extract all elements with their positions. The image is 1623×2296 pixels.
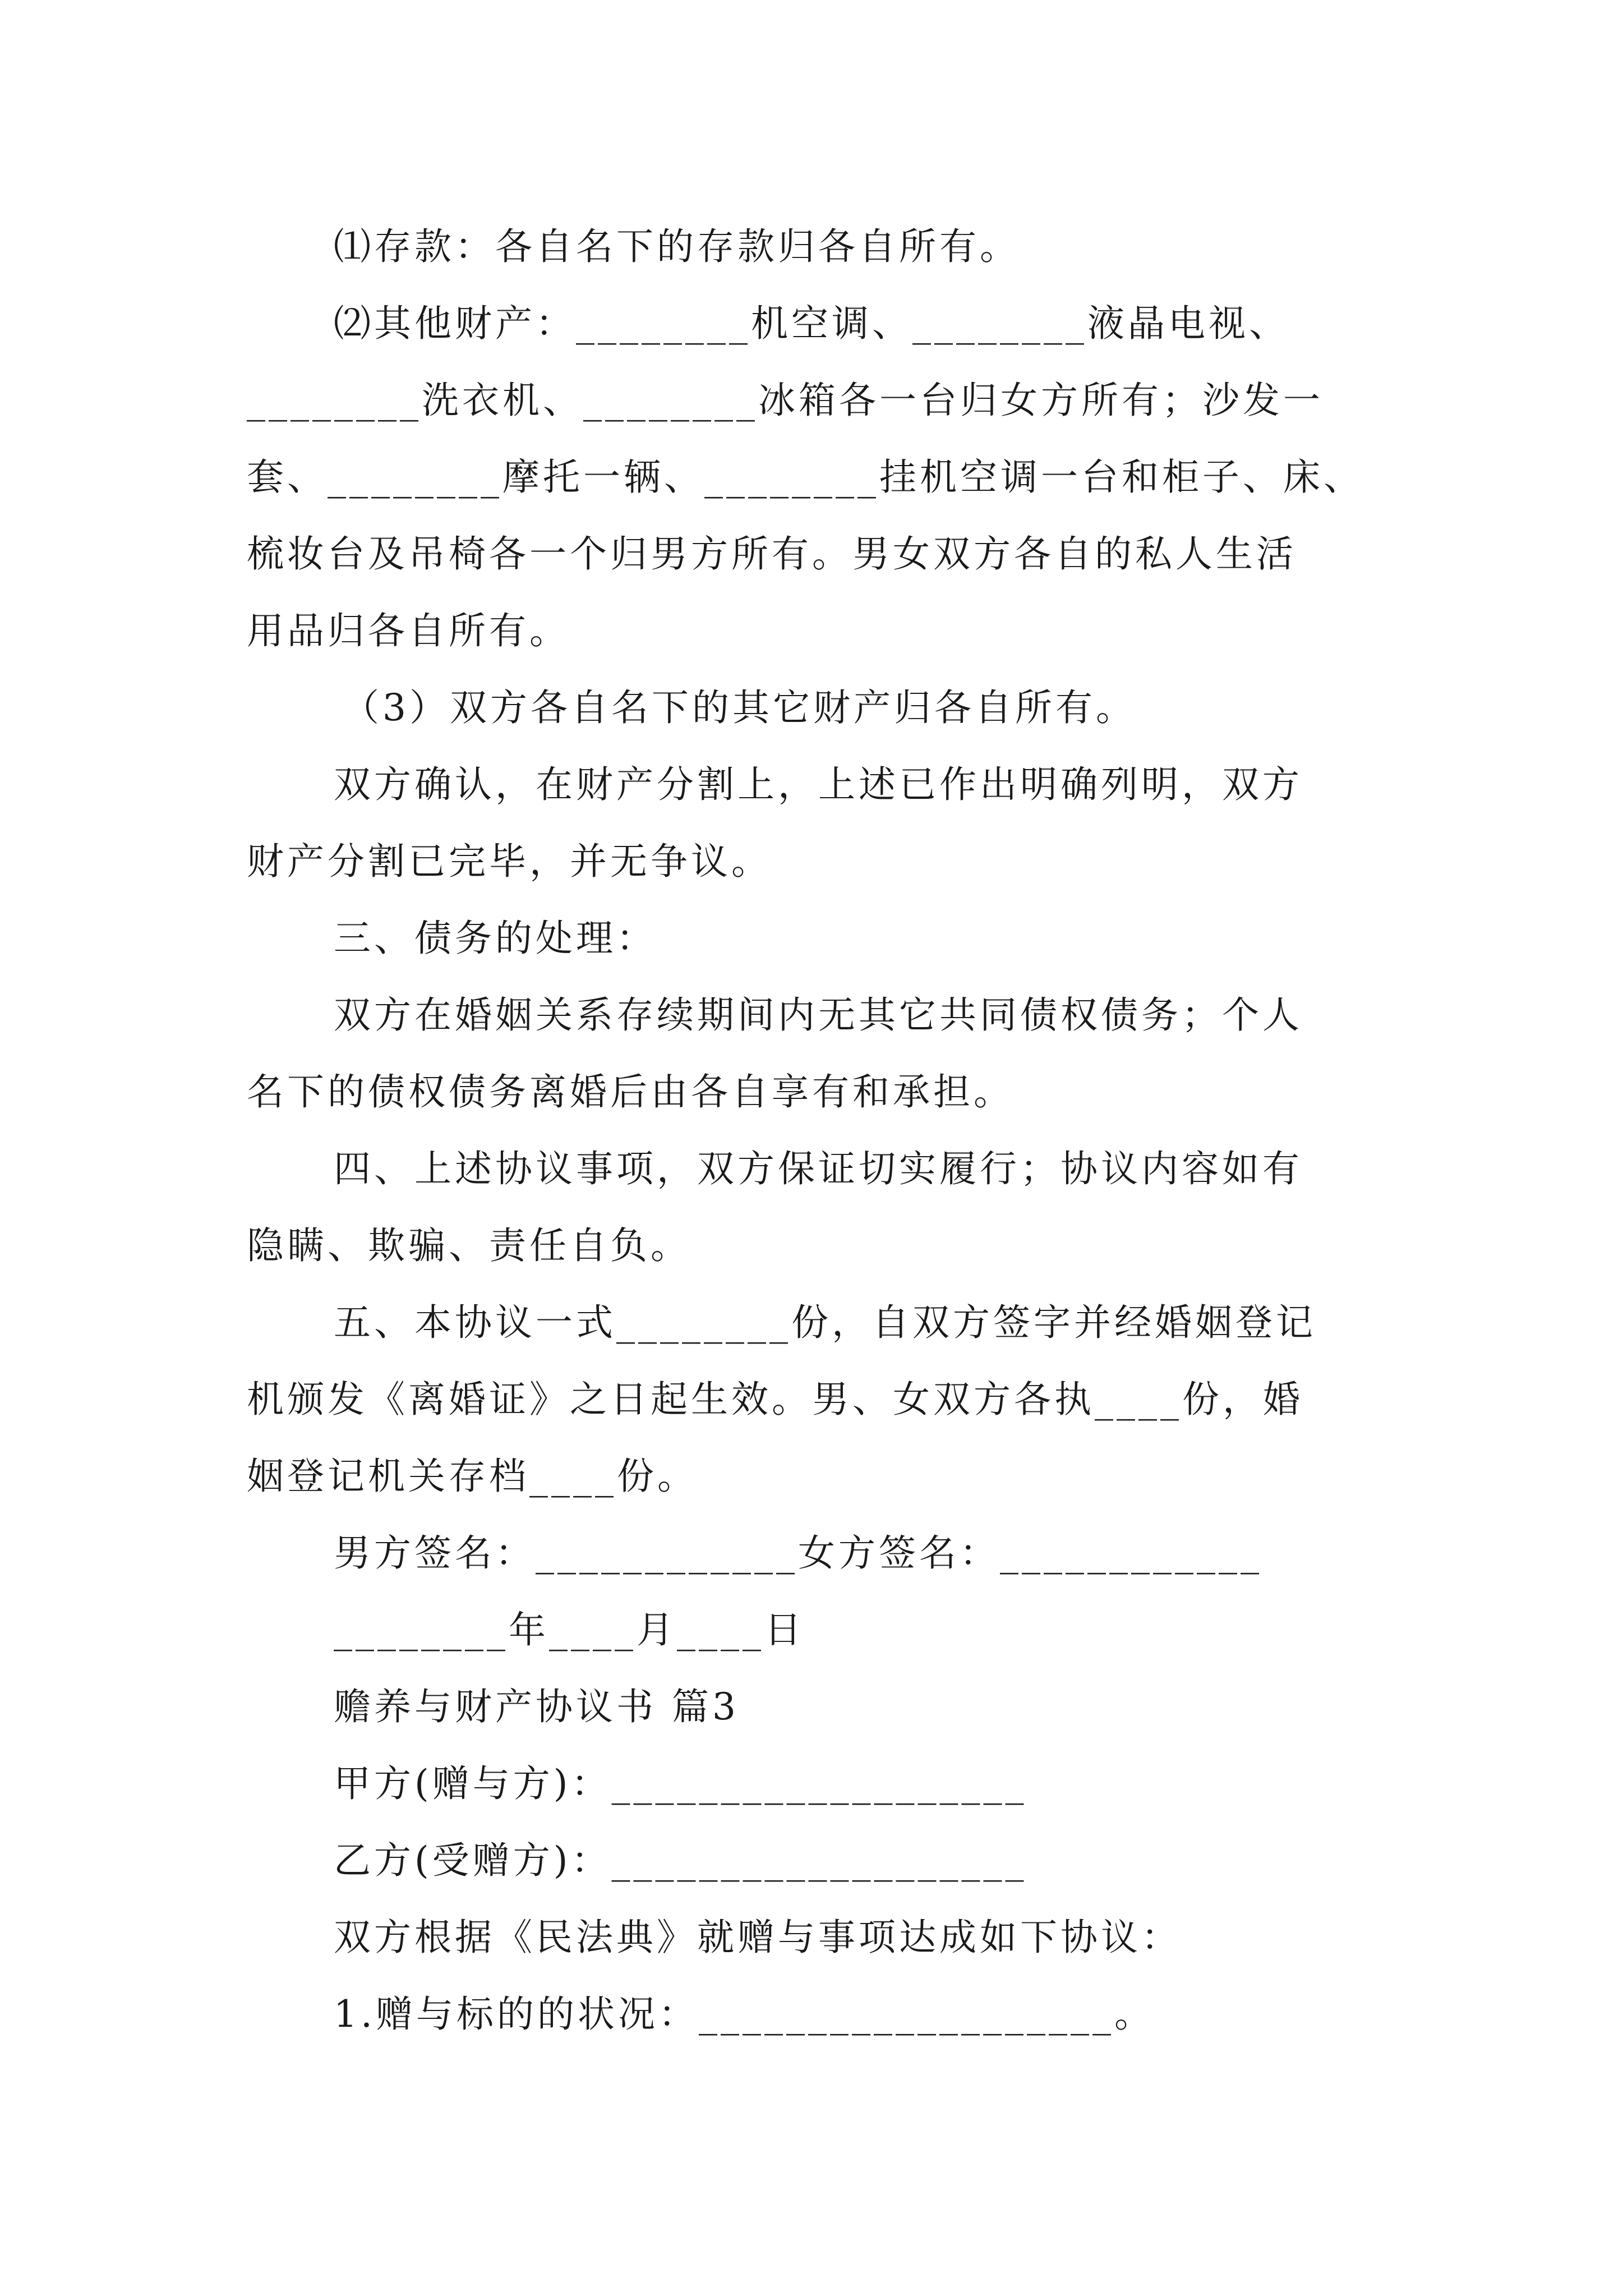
document-title: 赡养与财产协议书 篇3 bbox=[334, 1685, 739, 1728]
text-line: 五、本协议一式________份，自双方签字并经婚姻登记 bbox=[334, 1301, 1316, 1344]
party-b-line: 乙方(受赠方)：___________________ bbox=[334, 1839, 1027, 1882]
text-line: 姻登记机关存档____份。 bbox=[247, 1455, 698, 1498]
text-line: 双方在婚姻关系存续期间内无其它共同债权债务；个人 bbox=[334, 993, 1303, 1037]
text-line: 双方根据《民法典》就赠与事项达成如下协议： bbox=[334, 1916, 1182, 1959]
text-line: 双方确认，在财产分割上，上述已作出明确列明，双方 bbox=[334, 763, 1303, 806]
text-line: 名下的债权债务离婚后由各自享有和承担。 bbox=[247, 1070, 1014, 1114]
text-line: 梳妆台及吊椅各一个归男方所有。男女双方各自的私人生活 bbox=[247, 532, 1297, 576]
party-a-line: 甲方(赠与方)：___________________ bbox=[334, 1762, 1027, 1805]
text-line: 四、上述协议事项，双方保证切实履行；协议内容如有 bbox=[334, 1147, 1303, 1190]
text-line: 机颁发《离婚证》之日起生效。男、女双方各执____份，婚 bbox=[247, 1378, 1303, 1421]
text-line: ⑵其他财产：________机空调、________液晶电视、 bbox=[334, 302, 1289, 345]
signature-line: 男方签名：____________女方签名：____________ bbox=[334, 1531, 1262, 1575]
text-line: 1.赠与标的的状况：___________________。 bbox=[334, 1993, 1155, 2036]
text-line: ________洗衣机、________冰箱各一台归女方所有；沙发一 bbox=[247, 379, 1324, 422]
text-line: 财产分割已完毕，并无争议。 bbox=[247, 840, 772, 883]
text-line: ⑴存款：各自名下的存款归各自所有。 bbox=[334, 225, 1020, 268]
text-line: （3）双方各自名下的其它财产归各自所有。 bbox=[342, 686, 1136, 729]
text-line: 套、________摩托一辆、________挂机空调一台和柜子、床、 bbox=[247, 455, 1364, 499]
date-line: ________年____月____日 bbox=[334, 1608, 805, 1651]
text-line: 用品归各自所有。 bbox=[247, 609, 570, 652]
section-heading: 三、债务的处理： bbox=[334, 917, 657, 960]
text-line: 隐瞒、欺骗、责任自负。 bbox=[247, 1224, 691, 1267]
